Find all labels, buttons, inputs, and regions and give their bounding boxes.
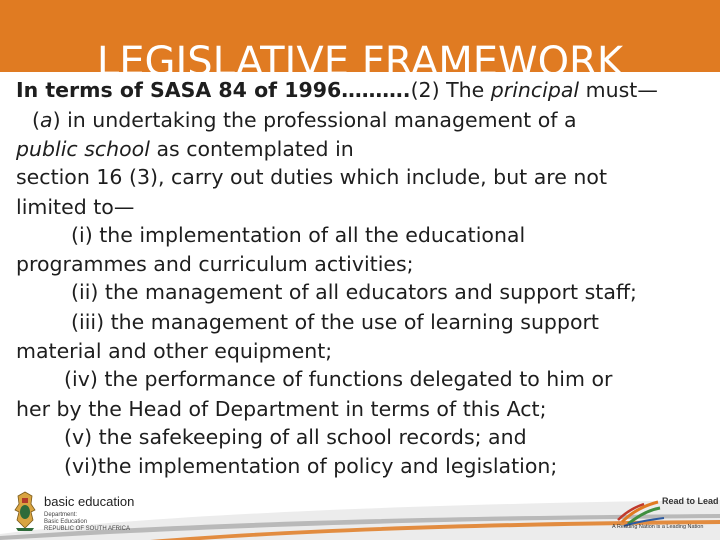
lead-rest-2: must— — [579, 78, 658, 102]
coat-of-arms-icon — [10, 490, 40, 532]
read-to-lead-tagline: A Reading Nation is a Leading Nation — [612, 524, 704, 530]
para-a-label-open: ( — [32, 107, 40, 132]
read-to-lead-title: Read to Lead — [662, 496, 719, 506]
dbe-subtitle — [44, 512, 130, 533]
item-v: (v) the safekeeping of all school records; and — [64, 424, 527, 449]
para-a-rest: as contemplated in — [149, 137, 354, 161]
item-i-line-2: programmes and curriculum activities; — [16, 252, 414, 276]
para-a-line-1 — [16, 106, 706, 136]
item-iii-line-1: (iii) the management of the use of learning support — [71, 309, 599, 334]
para-a-text: in undertaking the professional management of a — [60, 107, 577, 132]
para-a-line-4: limited to— — [16, 194, 135, 219]
dbe-name: basic education — [44, 494, 135, 509]
dbe-logo — [10, 490, 145, 536]
item-iii-line-2: material and other equipment; — [16, 339, 333, 363]
dbe-sub-1: Department: — [44, 512, 78, 518]
dbe-sub-3: REPUBLIC OF SOUTH AFRICA — [44, 526, 131, 532]
para-a-italic: public school — [16, 137, 150, 161]
para-a-label-letter: a — [40, 107, 53, 132]
para-a-label-close: ) — [52, 107, 61, 132]
lead-line — [16, 76, 706, 106]
para-a-line-2 — [16, 135, 706, 163]
item-iv-line-2: her by the Head of Department in terms of this Act; — [16, 396, 547, 421]
para-a-line-3: section 16 (3), carry out duties which include, but are not — [16, 165, 607, 189]
dbe-sub-2: Basic Education — [44, 519, 88, 525]
item-i-line-1: (i) the implementation of all the educational — [71, 222, 526, 247]
item-iv-line-1: (iv) the performance of functions delegated to him or — [64, 367, 613, 391]
item-vi: (vi)the implementation of policy and legislation; — [64, 454, 558, 478]
slide-title: LEGISLATIVE FRAMEWORK — [96, 38, 624, 85]
read-to-lead-logo — [608, 488, 719, 538]
lead-rest-1: (2) The — [410, 78, 491, 102]
item-ii: (ii) the management of all educators and support staff; — [71, 280, 637, 304]
slide-body — [16, 76, 706, 482]
lead-italic: principal — [490, 78, 580, 102]
lead-bold: In terms of SASA 84 of 1996………. — [16, 78, 411, 102]
